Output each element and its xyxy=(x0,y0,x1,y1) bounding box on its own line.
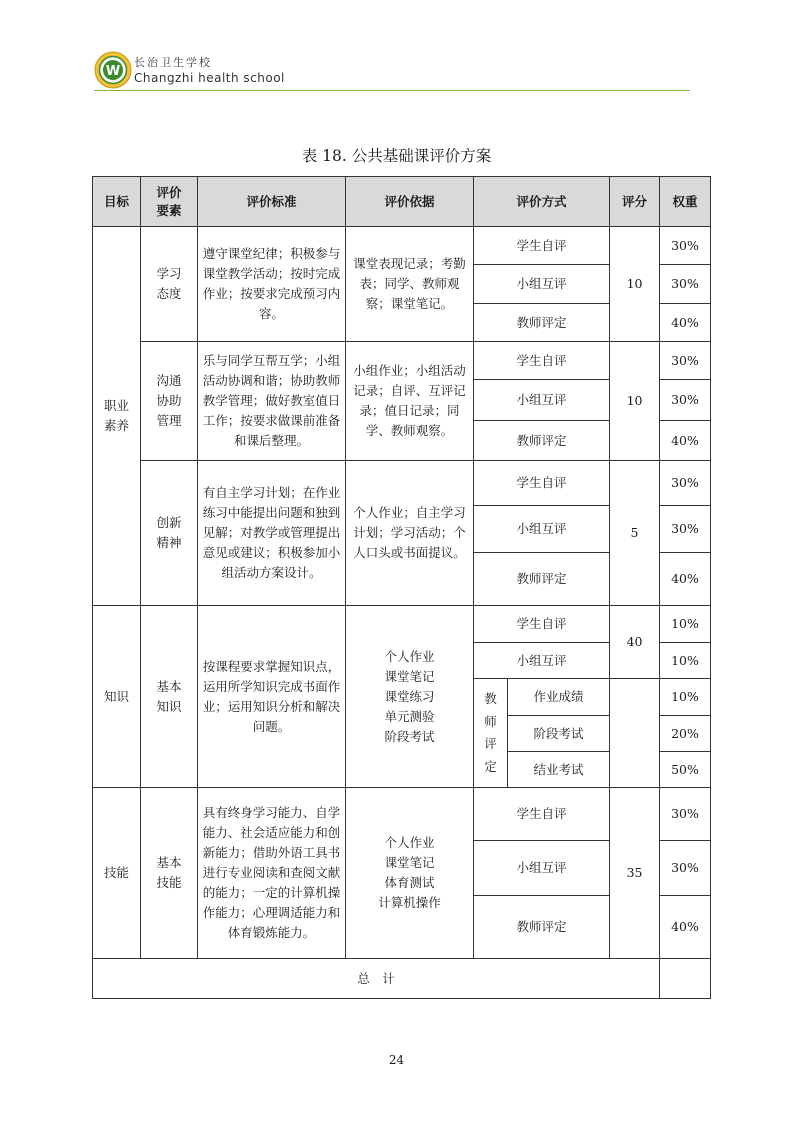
header-divider xyxy=(94,90,690,91)
basis-basic-skills: 个人作业 课堂笔记 体育测试 计算机操作 xyxy=(346,788,474,959)
school-name-cn: 长治卫生学校 xyxy=(134,56,212,69)
weight-cell: 20% xyxy=(660,716,711,752)
header-criteria: 评价标准 xyxy=(198,177,346,227)
evaluation-table xyxy=(92,176,711,999)
criteria-communication: 乐与同学互帮互学；小组活动协调和谐；协助教师教学管理；做好教室值日工作；按要求做课前准备和课后整理。 xyxy=(198,342,346,461)
header-score: 评分 xyxy=(610,177,660,227)
goal-professional: 职业 素养 xyxy=(93,227,141,606)
table-caption: 表 18. 公共基础课评价方案 xyxy=(301,147,492,165)
score-communication: 10 xyxy=(610,342,660,461)
method-homework: 作业成绩 xyxy=(508,679,610,716)
header-basis: 评价依据 xyxy=(346,177,474,227)
criteria-basic-skills: 具有终身学习能力、自学能力、社会适应能力和创新能力；借助外语工具书进行专业阅读和查阅文献的能力；一定的计算机操作能力；心理调适能力和体育锻炼能力。 xyxy=(198,788,346,959)
method-self: 学生自评 xyxy=(474,461,610,506)
element-basic-skills: 基本 技能 xyxy=(141,788,198,959)
element-communication: 沟通 协助 管理 xyxy=(141,342,198,461)
table-row xyxy=(93,227,711,265)
element-basic-knowledge: 基本 知识 xyxy=(141,606,198,788)
method-teacher: 教师评定 xyxy=(474,421,610,461)
weight-cell: 40% xyxy=(660,421,711,461)
method-self: 学生自评 xyxy=(474,606,610,643)
weight-cell: 50% xyxy=(660,752,711,788)
method-group: 小组互评 xyxy=(474,506,610,553)
method-teacher: 教师评定 xyxy=(474,304,610,342)
element-innovation: 创新 精神 xyxy=(141,461,198,606)
score-innovation: 5 xyxy=(610,461,660,606)
weight-cell: 30% xyxy=(660,227,711,265)
weight-cell: 30% xyxy=(660,265,711,304)
header-weight: 权重 xyxy=(660,177,711,227)
goal-skills: 技能 xyxy=(93,788,141,959)
method-stage-exam: 阶段考试 xyxy=(508,716,610,752)
method-group: 小组互评 xyxy=(474,380,610,421)
method-group: 小组互评 xyxy=(474,265,610,304)
criteria-attitude: 遵守课堂纪律；积极参与课堂教学活动；按时完成作业；按要求完成预习内容。 xyxy=(198,227,346,342)
method-final-exam: 结业考试 xyxy=(508,752,610,788)
goal-knowledge: 知识 xyxy=(93,606,141,788)
method-self: 学生自评 xyxy=(474,342,610,380)
table-row xyxy=(93,461,711,506)
method-teacher: 教师评定 xyxy=(474,896,610,959)
logo-letter: W xyxy=(105,64,121,79)
school-logo-icon xyxy=(94,51,132,89)
table-row xyxy=(93,788,711,841)
table-header-row xyxy=(93,177,711,227)
score-attitude: 10 xyxy=(610,227,660,342)
method-group: 小组互评 xyxy=(474,643,610,679)
method-group: 小组互评 xyxy=(474,841,610,896)
basis-innovation: 个人作业；自主学习计划；学习活动；个人口头或书面提议。 xyxy=(346,461,474,606)
header-method: 评价方式 xyxy=(474,177,610,227)
method-self: 学生自评 xyxy=(474,788,610,841)
weight-cell: 30% xyxy=(660,506,711,553)
weight-cell: 30% xyxy=(660,342,711,380)
total-row xyxy=(93,959,711,999)
weight-cell: 40% xyxy=(660,304,711,342)
weight-cell: 40% xyxy=(660,553,711,606)
score-skills: 35 xyxy=(610,788,660,959)
score-empty-cell xyxy=(610,679,660,788)
weight-cell: 30% xyxy=(660,841,711,896)
basis-attitude: 课堂表现记录；考勤表；同学、教师观察；课堂笔记。 xyxy=(346,227,474,342)
weight-cell: 10% xyxy=(660,643,711,679)
header-element: 评价 要素 xyxy=(141,177,198,227)
basis-communication: 小组作业；小组活动记录；自评、互评记录；值日记录；同学、教师观察。 xyxy=(346,342,474,461)
method-teacher: 教师评定 xyxy=(474,553,610,606)
method-self: 学生自评 xyxy=(474,227,610,265)
weight-cell: 30% xyxy=(660,380,711,421)
weight-cell: 30% xyxy=(660,461,711,506)
basis-basic-knowledge: 个人作业 课堂笔记 课堂练习 单元测验 阶段考试 xyxy=(346,606,474,788)
school-name-en: Changzhi health school xyxy=(134,71,285,85)
element-attitude: 学习 态度 xyxy=(141,227,198,342)
weight-cell: 30% xyxy=(660,788,711,841)
page-number: 24 xyxy=(388,1053,405,1067)
weight-cell: 40% xyxy=(660,896,711,959)
weight-cell: 10% xyxy=(660,679,711,716)
total-weight-cell xyxy=(660,959,711,999)
criteria-basic-knowledge: 按课程要求掌握知识点，运用所学知识完成书面作业；运用知识分析和解决问题。 xyxy=(198,606,346,788)
criteria-innovation: 有自主学习计划；在作业练习中能提出问题和独到见解；对教学或管理提出意见或建议；积极参加小组活动方案设计。 xyxy=(198,461,346,606)
header-goal: 目标 xyxy=(93,177,141,227)
table-row xyxy=(93,606,711,643)
score-knowledge: 40 xyxy=(610,606,660,679)
table-row xyxy=(93,342,711,380)
method-teacher-vertical: 教 师 评 定 xyxy=(474,679,508,788)
total-label: 总 计 xyxy=(93,959,660,999)
weight-cell: 10% xyxy=(660,606,711,643)
page-header xyxy=(94,47,694,95)
